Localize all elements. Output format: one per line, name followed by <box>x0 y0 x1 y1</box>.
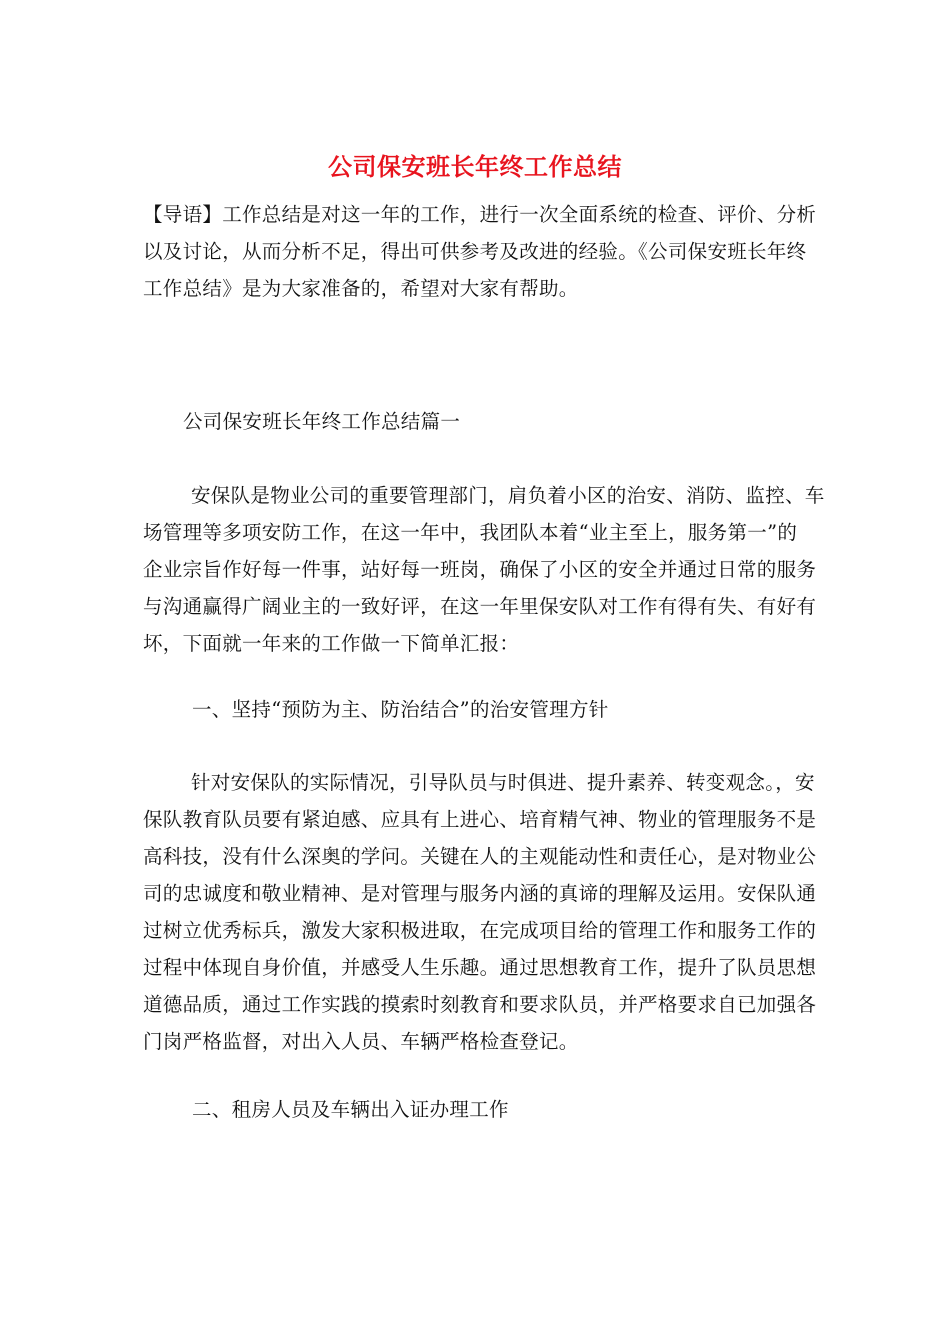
paragraph-line: 高科技，没有什么深奥的学问。关键在人的主观能动性和责任心，是对物业公 <box>143 845 817 868</box>
intro-paragraph <box>143 196 817 307</box>
paragraph-line: 司的忠诚度和敬业精神、是对管理与服务内涵的真谛的理解及运用。安保队通 <box>143 882 817 905</box>
paragraph-line: 门岗严格监督，对出入人员、车辆严格检查登记。 <box>143 1030 579 1053</box>
section-heading-2: 二、租房人员及车辆出入证办理工作 <box>192 1098 509 1121</box>
part-heading: 公司保安班长年终工作总结篇一 <box>183 410 461 433</box>
paragraph-line: 针对安保队的实际情况，引导队员与时俱进、提升素养、转变观念。，安 <box>191 771 815 794</box>
body-paragraph-1 <box>143 477 825 662</box>
paragraph-line: 道德品质，通过工作实践的摸索时刻教育和要求队员，并严格要求自已加强各 <box>143 993 817 1016</box>
body-paragraph-2 <box>143 764 817 1060</box>
section-heading-1: 一、坚持“预防为主、防治结合”的治安管理方针 <box>192 698 609 721</box>
paragraph-line: 保队教育队员要有紧迫感、应具有上进心、培育精气神、物业的管理服务不是 <box>143 808 817 831</box>
intro-line: 以及讨论，从而分析不足，得出可供参考及改进的经验。《公司保安班长年终 <box>143 240 807 263</box>
paragraph-line: 企业宗旨作好每一件事，站好每一班岗，确保了小区的安全并通过日常的服务 <box>143 558 817 581</box>
intro-line: 工作总结》是为大家准备的，希望对大家有帮助。 <box>143 277 579 300</box>
paragraph-line: 过树立优秀标兵，激发大家积极进取，在完成项目给的管理工作和服务工作的 <box>143 919 817 942</box>
paragraph-line: 场管理等多项安防工作，在这一年中，我团队本着“业主至上，服务第一”的 <box>143 521 798 544</box>
intro-line: 【导语】工作总结是对这一年的工作，进行一次全面系统的检查、评价、分析 <box>143 203 817 226</box>
paragraph-line: 安保队是物业公司的重要管理部门，肩负着小区的治安、消防、监控、车 <box>191 484 825 507</box>
paragraph-line: 坏，下面就一年来的工作做一下简单汇报： <box>143 632 520 655</box>
paragraph-line: 过程中体现自身价值，并感受人生乐趣。通过思想教育工作，提升了队员思想 <box>143 956 817 979</box>
paragraph-line: 与沟通赢得广阔业主的一致好评，在这一年里保安队对工作有得有失、有好有 <box>143 595 817 618</box>
document-title: 公司保安班长年终工作总结 <box>328 152 622 181</box>
